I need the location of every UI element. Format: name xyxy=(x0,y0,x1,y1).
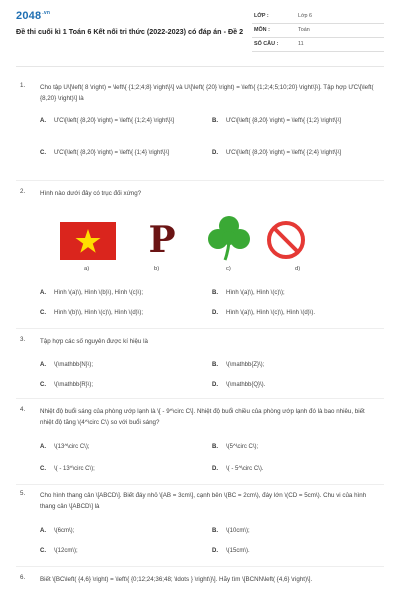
question-divider xyxy=(16,566,384,567)
meta-value: Lớp 6 xyxy=(298,13,313,19)
meta-row-count xyxy=(252,38,384,52)
option-letter: C. xyxy=(40,466,46,472)
option-letter: C. xyxy=(40,310,46,316)
page-header xyxy=(16,10,384,62)
option-letter: B. xyxy=(212,290,218,296)
option-letter: C. xyxy=(40,382,46,388)
prohibition-sign-icon xyxy=(266,220,306,260)
question-stem: Hình nào dưới đây có trục đối xứng? xyxy=(40,190,142,197)
question-4 xyxy=(16,406,384,482)
vietnam-flag-image xyxy=(60,222,116,260)
option-letter: A. xyxy=(40,290,46,296)
option-text: ƯC\[\left( {8,20} \right) = \left\{ {1;2} \right\}\] xyxy=(226,118,342,124)
option-text: \(\mathbb{N}\); xyxy=(54,362,94,368)
option-text: \(13^\circ C\); xyxy=(54,444,90,450)
question-divider xyxy=(16,328,384,329)
question-stem: Cho hình thang cân \[ABCD\]. Biết đáy nhỏ \[AB = 3cm\], cạnh bên \(BC = 2cm\), đáy lớn \(CD = 5cm\). Chu vi của hình thang cân \[ABCD\] là xyxy=(40,492,367,510)
meta-value: 11 xyxy=(298,41,304,47)
logo-suffix: .vn xyxy=(42,10,51,17)
question-3 xyxy=(16,336,384,396)
meta-row-subject xyxy=(252,24,384,38)
question-number: 3. xyxy=(20,336,26,343)
option-text: \( - 13^\circ C\); xyxy=(54,466,95,472)
question-divider xyxy=(16,180,384,181)
meta-key: SỐ CÂU : xyxy=(254,41,279,47)
meta-value: Toán xyxy=(298,27,310,33)
option-letter: D. xyxy=(212,548,218,554)
option-letter: D. xyxy=(212,382,218,388)
option-letter: A. xyxy=(40,362,46,368)
question-divider xyxy=(16,484,384,485)
site-logo[interactable] xyxy=(16,10,50,22)
option-letter: B. xyxy=(212,528,218,534)
header-divider xyxy=(16,66,384,67)
option-letter: B. xyxy=(212,118,218,124)
question-number: 1. xyxy=(20,82,26,89)
option-text: Hình \(a)\), Hình \(c)\); xyxy=(226,290,285,296)
option-text: \(10cm\); xyxy=(226,528,250,534)
question-2 xyxy=(16,188,384,328)
option-text: Hình \(a)\), Hình \(b)\), Hình \(c)\); xyxy=(54,290,144,296)
clover-icon xyxy=(205,214,253,262)
figure-caption: b) xyxy=(154,266,160,272)
option-letter: C. xyxy=(40,548,46,554)
question-number: 4. xyxy=(20,406,26,413)
option-text: ƯC\[\left( {8,20} \right) = \left\{ {2;4} \right\}\] xyxy=(226,150,342,156)
option-letter: B. xyxy=(212,362,218,368)
option-text: \(15cm\). xyxy=(226,548,250,554)
option-letter: A. xyxy=(40,528,46,534)
question-number: 6. xyxy=(20,574,26,581)
option-letter: C. xyxy=(40,150,46,156)
option-text: ƯC\[\left( {8,20} \right) = \left\{ {1;4} \right\}\] xyxy=(54,150,170,156)
option-letter: D. xyxy=(212,466,218,472)
option-letter: D. xyxy=(212,310,218,316)
exam-title: Đề thi cuối kì 1 Toán 6 Kết nối tri thức (2022-2023) có đáp án - Đề 2 xyxy=(16,27,244,36)
question-stem: Nhiệt độ buổi sáng của phòng ướp lạnh là \[ - 9^\circ C\]. Nhiệt độ buổi chiều của phòng ướp lạnh đó là bao nhiêu, biết nhiệt độ tăng \(4^\circ C\) so với buổi sáng? xyxy=(40,408,365,426)
option-text: Hình \(a)\), Hình \(c)\), Hình \(d)\). xyxy=(226,310,316,316)
question-1 xyxy=(16,82,384,170)
question-stem: Cho tập U\[\left( 8 \right) = \left\{ {1;2;4;8} \right\}\] và U\[\left( {20} \right) = \left\{ {1;2;4;5;10;20} \right\}\]. Tập hợp ƯC\[\left( {8,20} \right)\] là xyxy=(40,84,374,102)
figure-caption: c) xyxy=(226,266,231,272)
figure-caption: d) xyxy=(295,266,301,272)
question-stem: Tập hợp các số nguyên được kí hiệu là xyxy=(40,338,148,345)
option-text: ƯC\[\left( {8,20} \right) = \left\{ {1;2;4} \right\}\] xyxy=(54,118,175,124)
option-text: \(6cm\); xyxy=(54,528,75,534)
option-text: \(12cm\); xyxy=(54,548,78,554)
option-text: \( - 5^\circ C\). xyxy=(226,466,264,472)
meta-key: MÔN : xyxy=(254,27,270,33)
letter-p-glyph: P xyxy=(148,219,176,261)
option-text: \(\mathbb{R}\); xyxy=(54,382,94,388)
question-divider xyxy=(16,398,384,399)
option-text: \(\mathbb{Q}\). xyxy=(226,382,266,388)
option-letter: A. xyxy=(40,118,46,124)
figure-caption: a) xyxy=(84,266,90,272)
option-letter: B. xyxy=(212,444,218,450)
question-number: 2. xyxy=(20,188,26,195)
option-text: \(\mathbb{Z}\); xyxy=(226,362,265,368)
option-letter: D. xyxy=(212,150,218,156)
option-text: \(5^\circ C\); xyxy=(226,444,259,450)
exam-meta xyxy=(252,10,384,52)
option-letter: A. xyxy=(40,444,46,450)
question-stem: Biết \[BC\left( {4,6} \right) = \left\{ {0;12;24;36;48; \ldots } \right\}\]. Hãy tìm \[BCNN\left( {4,6} \right)\]. xyxy=(40,576,313,583)
logo-text: 2048 xyxy=(16,10,42,22)
question-number: 5. xyxy=(20,490,26,497)
meta-key: LỚP : xyxy=(254,13,269,19)
option-text: Hình \(b)\), Hình \(c)\), Hình \(d)\); xyxy=(54,310,144,316)
meta-row-class xyxy=(252,10,384,24)
question-5 xyxy=(16,490,384,564)
question-6 xyxy=(16,574,384,598)
